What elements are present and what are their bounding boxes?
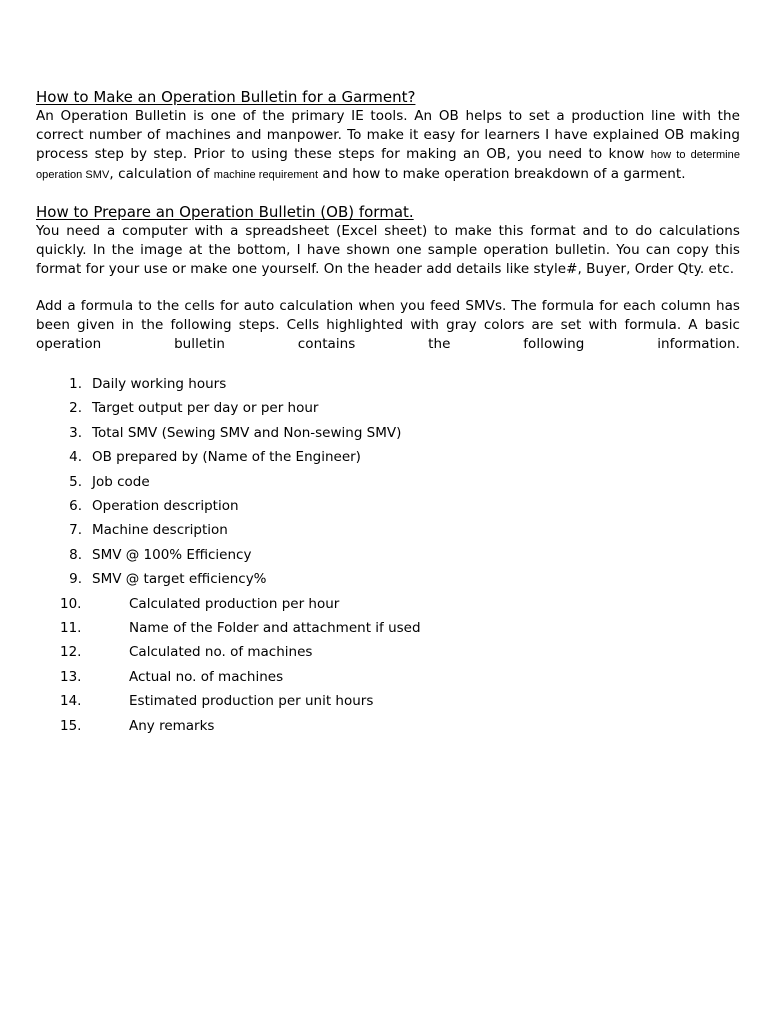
list-item-number: 3. (69, 424, 82, 441)
list-item (36, 421, 740, 445)
list-item-text: Calculated no. of machines (129, 644, 313, 661)
list-item-number: 7. (69, 522, 82, 539)
list-item (36, 616, 740, 640)
list-item-text: SMV @ 100% Efficiency (92, 546, 252, 563)
intro-text-part1: An Operation Bulletin is one of the primary IE tools. An OB helps to set a production line with the correct number of machines and manpower. To make it easy for learners I have explained OB making process step by step. Prior to using these steps for making an OB, you need to know (36, 108, 740, 162)
list-item (36, 689, 740, 713)
list-item (36, 445, 740, 469)
format-paragraph: You need a computer with a spreadsheet (Excel sheet) to make this format and to do calculations quickly. In the image at the bottom, I have shown one sample operation bulletin. You can copy this format for your use or make one yourself. On the header add details like style#, Buyer, Order Qty. etc. (36, 223, 740, 277)
intro-text-part3: and how to make operation breakdown of a garment. (318, 166, 686, 182)
list-item-number: 15. (60, 717, 82, 734)
list-item (36, 518, 740, 542)
intro-text-part2: , calculation of (109, 166, 214, 182)
list-item (36, 567, 740, 591)
intro-paragraph (36, 107, 740, 185)
list-item-text: Any remarks (129, 717, 215, 734)
list-item-number: 9. (69, 571, 82, 588)
list-item (36, 592, 740, 616)
list-item-text: Job code (92, 473, 150, 490)
list-item-number: 14. (60, 693, 82, 710)
list-item-number: 1. (69, 376, 82, 392)
list-item-text: Machine description (92, 522, 228, 539)
list-item (36, 396, 740, 420)
list-item (36, 665, 740, 689)
list-item-number: 5. (69, 473, 82, 490)
section-heading-prepare-format: How to Prepare an Operation Bulletin (OB) format. (36, 203, 414, 221)
list-item (36, 372, 740, 396)
list-item-number: 12. (60, 644, 82, 661)
list-item-number: 11. (60, 620, 82, 637)
list-item (36, 470, 740, 494)
list-item-number: 4. (69, 449, 82, 466)
list-item-text: Name of the Folder and attachment if used (129, 620, 421, 637)
list-item-text: Actual no. of machines (129, 668, 284, 685)
list-item (36, 494, 740, 518)
list-item-text: SMV @ target efficiency% (92, 571, 267, 588)
list-item-text: Daily working hours (92, 376, 227, 392)
formula-paragraph: Add a formula to the cells for auto calculation when you feed SMVs. The formula for each column has been given in the following steps. Cells highlighted with gray colors are set with formula. A basic operation bulletin contains the following information. (36, 298, 740, 352)
list-item-text: Calculated production per hour (129, 595, 340, 612)
list-item-number: 10. (60, 595, 82, 612)
list-item-number: 8. (69, 546, 82, 563)
information-list (36, 372, 740, 738)
spacer (36, 185, 740, 203)
list-item (36, 640, 740, 664)
link-operation-smv[interactable]: how to determine operation SMV (36, 149, 740, 181)
list-item-text: Estimated production per unit hours (129, 693, 374, 710)
list-item-number: 6. (69, 498, 82, 515)
list-item-text: Total SMV (Sewing SMV and Non-sewing SMV) (92, 424, 402, 441)
list-item (36, 543, 740, 567)
list-item-text: Operation description (92, 498, 239, 515)
list-item-number: 13. (60, 668, 82, 685)
list-item-text: Target output per day or per hour (92, 400, 319, 417)
link-machine-requirement[interactable]: machine requirement (213, 169, 319, 181)
list-item (36, 714, 740, 738)
spacer (36, 279, 740, 297)
document-body (36, 88, 740, 738)
list-item-number: 2. (69, 400, 82, 417)
section-heading-make-ob: How to Make an Operation Bulletin for a Garment? (36, 88, 416, 106)
list-item-text: OB prepared by (Name of the Engineer) (92, 449, 361, 466)
